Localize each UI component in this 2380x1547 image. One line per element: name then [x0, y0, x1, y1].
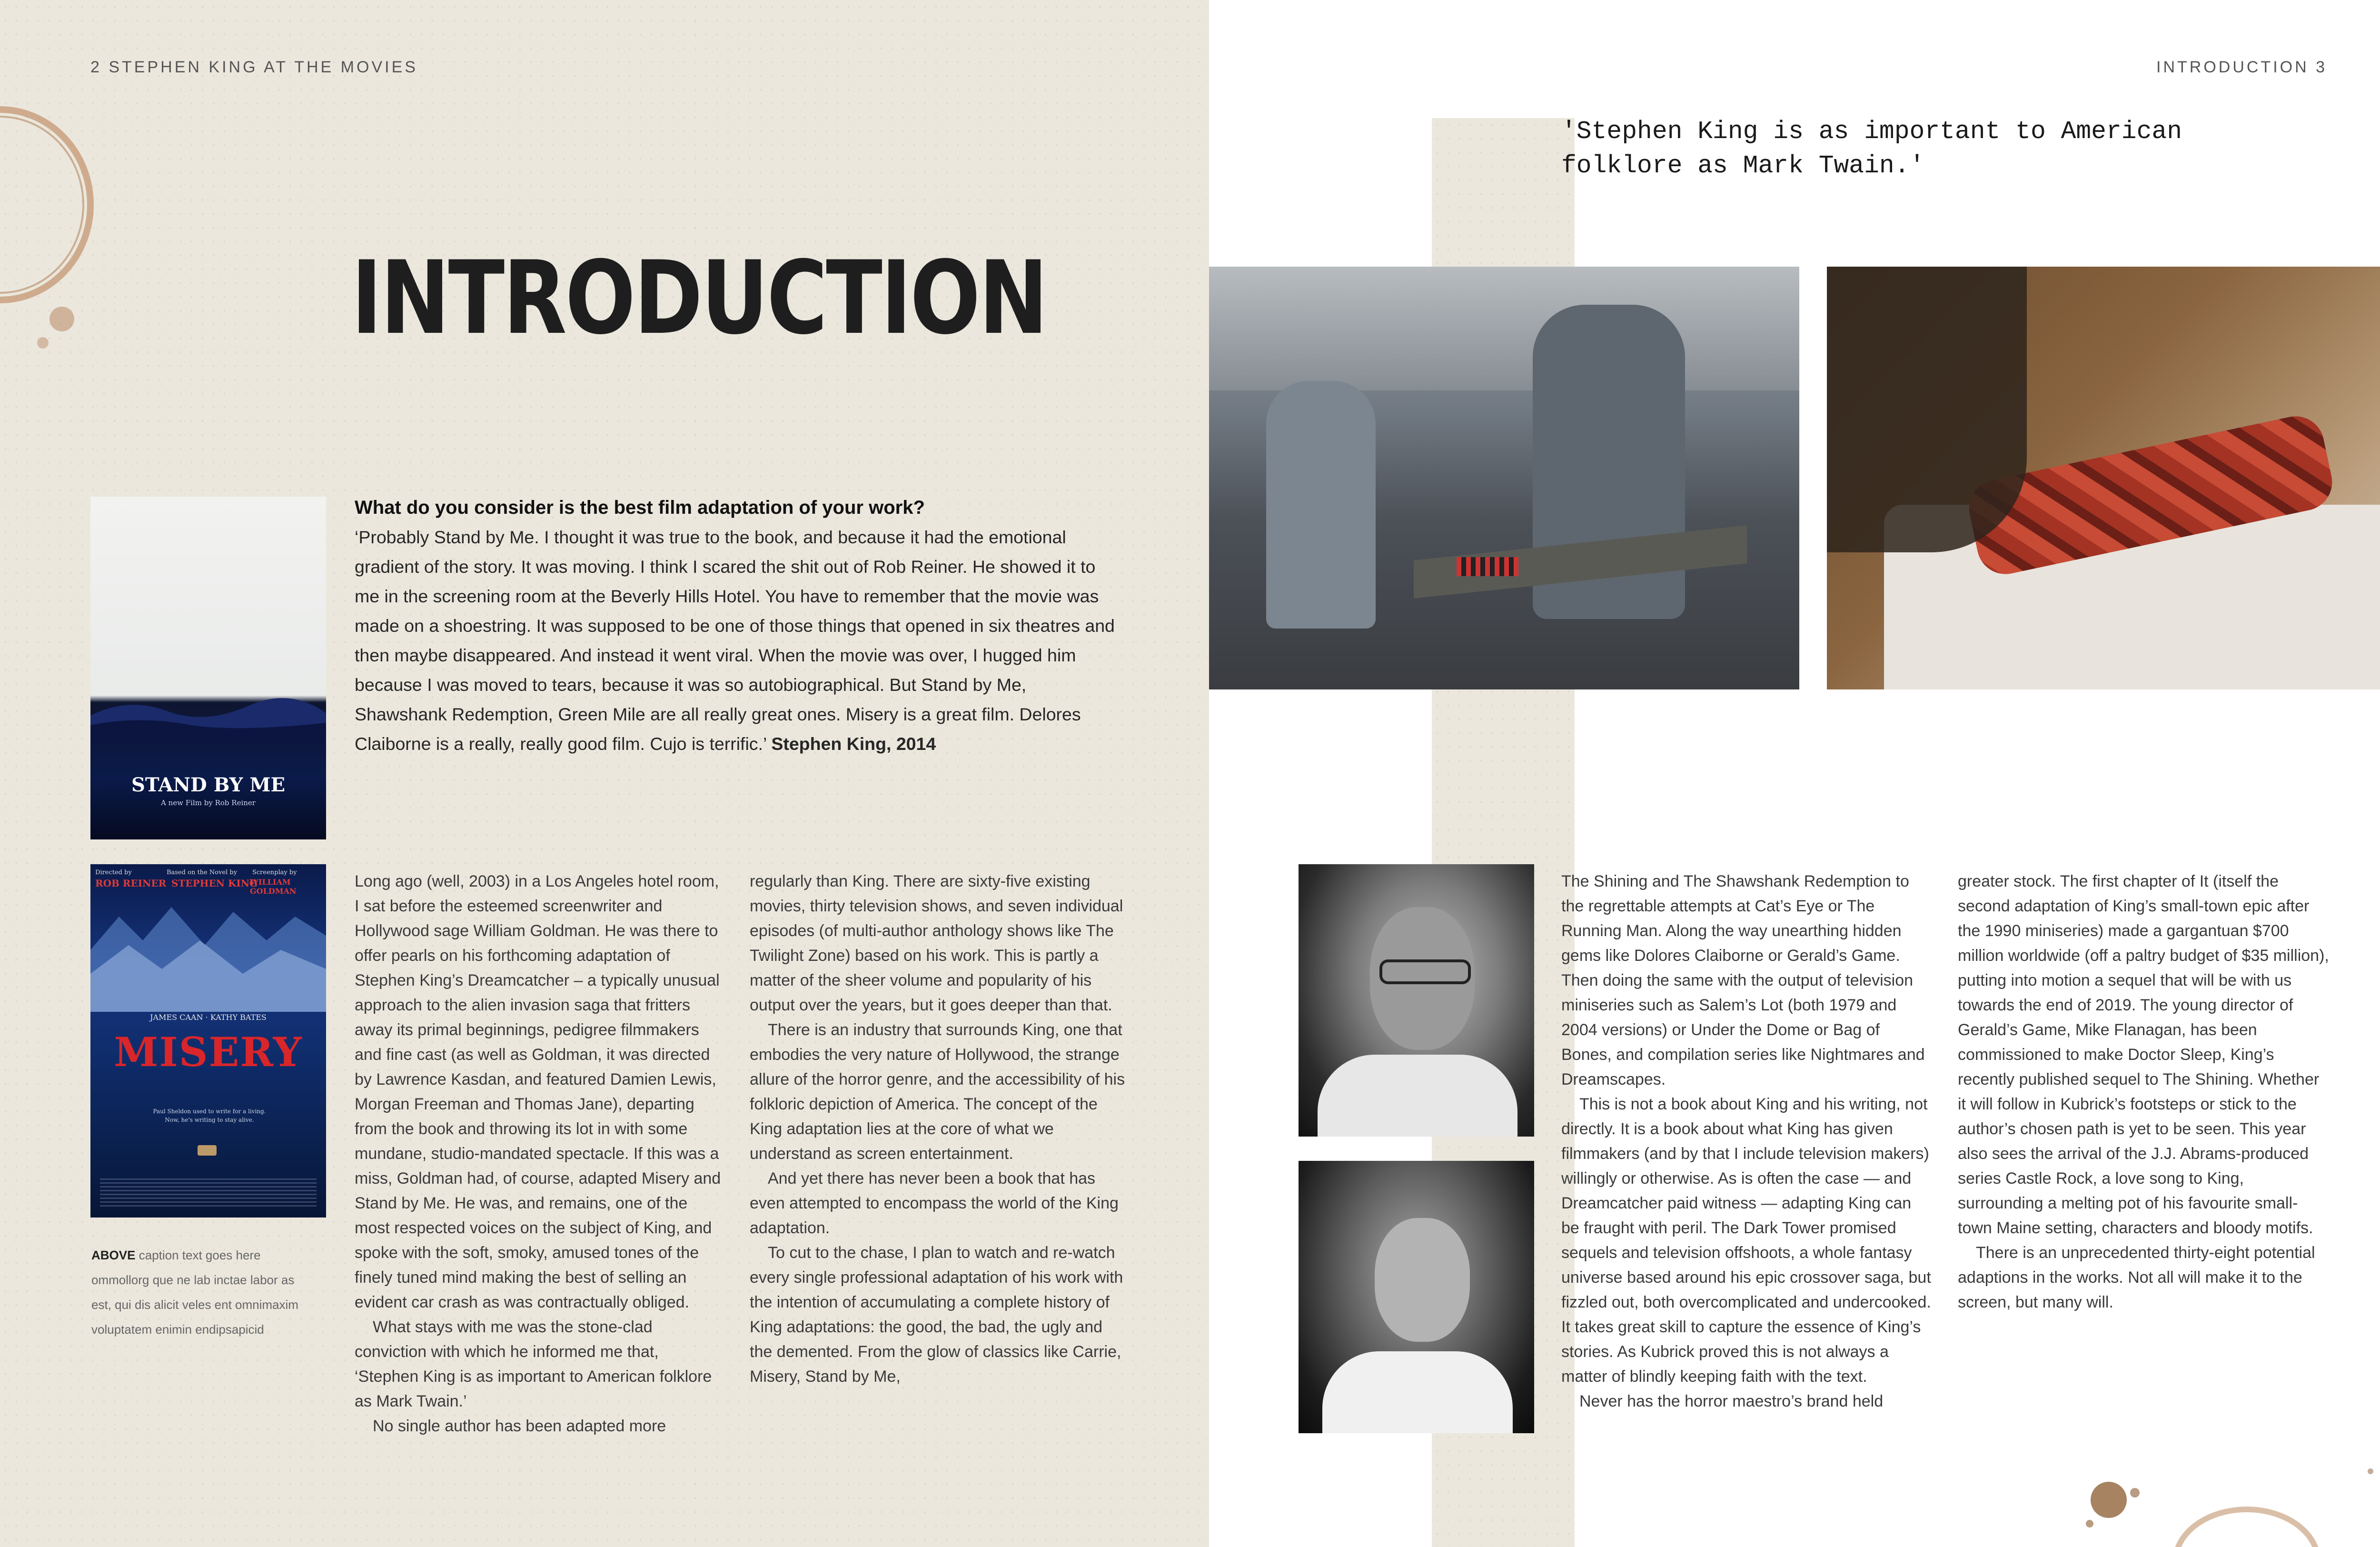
misery-credit-left-top: Directed by: [95, 869, 132, 876]
interview-block: [355, 493, 1121, 759]
photo-yard-wall: [1209, 267, 1799, 390]
stand-by-me-poster: [90, 497, 326, 839]
portrait-glasses: [1379, 959, 1471, 984]
col2-para-4: To cut to the chase, I plan to watch and re-watch every single professional adaptation of his work with the intention of accumulating a complete history of King adaptations: the good, the bad, the ugly and the demented. From the glow of classics like Carrie, Misery, Stand by Me,: [750, 1244, 1123, 1386]
photo-nurse-figure: [1827, 267, 2027, 552]
misery-credits-block: [100, 1178, 317, 1207]
misery-credit-mid: STEPHEN KING: [171, 878, 258, 889]
col4-para-1: greater stock. The first chapter of It (itself the second adaptation of King’s small-town epic after the 1990 miniseries) made a gargantuan $700 million worldwide (off a paltry budget of $35 million), putting into motion a sequel that will be with us towards the end of 2019. The young director of Gerald’s Game, Mike Flanagan, has been commissioned to make Doctor Sleep, King’s recently published sequel to The Shining. Whether it will follow in Kubrick’s footsteps or stick to the author’s chosen path is yet to be seen. This year also sees the arrival of the J.J. Abrams-produced series Castle Rock, a love song to King, surrounding a melting pot of his favourite small-town Maine setting, characters and bloody motifs.: [1958, 872, 2329, 1237]
running-head-left: 2 STEPHEN KING AT THE MOVIES: [90, 58, 418, 76]
misery-poster: [90, 864, 326, 1218]
shawshank-still-photo: [1209, 267, 1799, 689]
body-column-3: [1561, 869, 1933, 1414]
body-column-1: [355, 869, 721, 1438]
stand-by-me-poster-tagline: A new Film by Rob Reiner: [161, 798, 256, 807]
col3-para-1: The Shining and The Shawshank Redemption to the regrettable attempts at Cat’s Eye or The Running Man. Along the way unearthing hidden gems like Dolores Claiborne or Gerald’s Game. Then doing the same with the output of television miniseries such as Salem’s Lot (both 1979 and 2004 versions) or Under the Dome or Bag of Bones, and compilation series like Nightmares and Dreamscapes.: [1561, 872, 1925, 1088]
col2-para-1: regularly than King. There are sixty-five existing movies, thirty television shows, and seven individual episodes (of multi-author anthology shows like The Twilight Zone) based on his work. This is partly a matter of the sheer volume and popularity of his output over the years, but it goes deeper than that.: [750, 872, 1123, 1014]
interview-answer: ‘Probably Stand by Me. I thought it was true to the book, and because it had the emotional gradient of the story. It was moving. I think I scared the shit out of Rob Reiner. He showed it to me in the screening room at the Beverly Hills Hotel. You have to remember that the movie was made on a shoestring. It was supposed to be one of those things that opened in six theatres and then maybe disappeared. And instead it went viral. When the movie was over, I hugged him because I was moved to tears, because it was so autobiographical. But Stand by Me, Shawshank Redemption, Green Mile are all really great ones. Misery is a great film. Delores Claiborne is a really, really good film. Cujo is terrific.’: [355, 527, 1115, 754]
col4-para-2: There is an unprecedented thirty-eight potential adaptions in the works. Not all will make it to the screen, but many will.: [1958, 1244, 2315, 1311]
misery-credit-right: WILLIAM GOLDMAN: [250, 878, 297, 896]
col1-para-3: No single author has been adapted more: [373, 1417, 666, 1435]
portrait-shirt: [1318, 1055, 1517, 1137]
misery-credit-mid-top: Based on the Novel by: [167, 869, 238, 876]
col3-para-2: This is not a book about King and his writing, not directly. It is a book about what King has given filmmakers (and by that I include television makers) willingly or otherwise. As is often the case — and Dreamcatcher paid witness — adapting King can be fraught with peril. The Dark Tower promised sequels and television offshoots, a whole fantasy universe based around his epic crossover saga, but fizzled out, both overcomplicated and undercooked. It takes great skill to capture the essence of King’s stories. As Kubrick proved this is not always a matter of blindly keeping faith with the text.: [1561, 1095, 1931, 1386]
body-column-2: [750, 869, 1126, 1389]
misery-poster-cast: JAMES CAAN · KATHY BATES: [150, 1013, 267, 1022]
stand-by-me-poster-title: STAND BY ME: [131, 774, 286, 796]
col2-para-3: And yet there has never been a book that has even attempted to encompass the world of the King adaptation.: [750, 1169, 1119, 1237]
coffee-ring-stain: [0, 95, 143, 362]
caption-label: ABOVE: [91, 1248, 136, 1262]
interview-attribution: Stephen King, 2014: [771, 734, 936, 754]
pull-quote: 'Stephen King is as important to American folklore as Mark Twain.': [1561, 117, 2182, 180]
page-title: INTRODUCTION: [351, 239, 1047, 357]
coffee-splatter-stain: [2037, 1405, 2380, 1547]
misery-still-photo: [1827, 267, 2380, 689]
col1-para-1: Long ago (well, 2003) in a Los Angeles hotel room, I sat before the esteemed screenwriter and Hollywood sage William Goldman. He was there to offer pearls on his forthcoming adaptation of Stephen King’s Dreamcatcher – a typically unusual approach to the alien invasion saga that fritters away its primal beginnings, pedigree filmmakers and fine cast (as well as Goldman, it was directed by Lawrence Kasdan, and featured Damien Lewis, Morgan Freeman and Thomas Jane), departing from the book and throwing its lot in with some mundane, studio-mandated spectacle. If this was a miss, Goldman had, of course, adapted Misery and Stand by Me. He was, and remains, one of the most respected voices on the subject of King, and spoke with the soft, smoky, amused tones of the finely tuned mind making the best of selling an evident car crash as was contractually obliged.: [355, 872, 721, 1311]
misery-poster-tagline: Paul Sheldon used to write for a living. Now, he's writing to stay alive.: [153, 1108, 266, 1123]
misery-credit-right-top: Screenplay by: [252, 869, 297, 876]
photo-checkerboard: [1457, 557, 1518, 576]
portrait-shirt-2: [1322, 1351, 1513, 1433]
portrait-face-2: [1375, 1218, 1470, 1342]
poster-caption: [91, 1243, 315, 1342]
misery-house-light: [198, 1145, 217, 1156]
col2-para-2: There is an industry that surrounds King, one that embodies the very nature of Hollywood, the strange allure of the horror genre, and the accessibility of his folkloric depiction of America. The concept of the King adaptation lies at the core of what we understand as screen entertainment.: [750, 1021, 1125, 1163]
misery-snow-mountains: [90, 893, 326, 1012]
col3-para-3: Never has the horror maestro’s brand held: [1579, 1392, 1884, 1410]
poster-silhouette-hills: [90, 687, 326, 744]
right-page: [1209, 0, 2380, 1547]
misery-poster-title: MISERY: [114, 1028, 303, 1076]
misery-credit-left: ROB REINER: [95, 878, 167, 889]
running-head-right: INTRODUCTION 3: [2156, 58, 2327, 76]
interview-question: What do you consider is the best film adaptation of your work?: [355, 497, 925, 518]
stephen-king-portrait: [1299, 864, 1534, 1137]
col1-para-2: What stays with me was the stone-clad conviction with which he informed me that, ‘Stephen King is as important to American folklore as Mark Twain.’: [355, 1318, 712, 1410]
photo-figure-left: [1266, 381, 1376, 629]
william-goldman-portrait: [1299, 1161, 1534, 1433]
body-column-4: [1958, 869, 2329, 1315]
caption-text: caption text goes here ommollorg que ne lab inctae labor as est, qui dis alicit veles ent omnimaxim voluptatem enimin endipsapicid: [91, 1248, 298, 1337]
